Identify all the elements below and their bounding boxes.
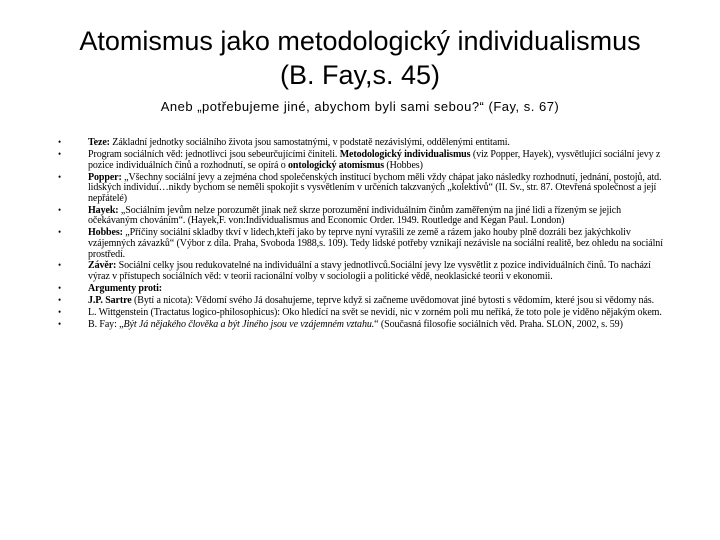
text-teze: Základní jednotky sociálního života jsou samostatnými, v podstatě nezávislými, oddělenými entitami. bbox=[109, 137, 510, 148]
quote-fay: Být Já nějakého člověka a být Jiného jsou ve vzájemném vztahu. bbox=[123, 319, 375, 331]
bullet-item-fay bbox=[58, 320, 666, 331]
term-methodological-individualism: Metodologický individualismus bbox=[339, 148, 471, 160]
label-sartre: J.P. Sartre bbox=[88, 295, 132, 307]
bullet-item-teze bbox=[58, 138, 666, 149]
bullet-icon: • bbox=[58, 307, 62, 318]
bullet-icon: • bbox=[58, 295, 62, 306]
slide-title bbox=[0, 24, 720, 92]
label-hobbes: Hobbes: bbox=[88, 227, 123, 239]
title-line-1: Atomismus jako metodologický individualismus bbox=[79, 26, 641, 56]
label-popper: Popper: bbox=[88, 171, 122, 183]
text-hayek: „Sociálním jevům nelze porozumět jinak než skrze porozumění individuálním činům zaměřeným na jiné lidi a řízeným se jejich očekávaným chováním“. (Hayek,F. von:Individualismus and Economic Order. 1949. Routledge and Kegan Paul. London) bbox=[88, 204, 622, 227]
label-zaver: Závěr: bbox=[88, 260, 117, 272]
bullet-icon: • bbox=[58, 319, 62, 330]
slide-subtitle: Aneb „potřebujeme jiné, abychom byli sami sebou?“ (Fay, s. 67) bbox=[160, 99, 560, 114]
text-zaver: Sociální celky jsou redukovatelné na individuální a stavy jednotlivců.Sociální jevy lze vysvětlit z pozice individuálních činů. To nachází výraz v přístupech sociálních věd: v teorii racionální volby v sociologii a politické vědě, neoklasické teorii v ekonomii. bbox=[88, 260, 651, 283]
text-program-2: (viz Popper, Hayek), vysvětlující sociální jevy z pozice individuálních činů a rozhodnutí, se opírá o bbox=[88, 148, 661, 171]
bullet-item-sartre bbox=[58, 296, 666, 307]
text-program-1: Program sociálních věd: jednotlivci jsou sebeurčujícími činiteli. bbox=[88, 148, 340, 160]
text-wittgenstein: L. Wittgenstein (Tractatus logico-philosophicus): Oko hledící na svět se nevidí, nic v zorném poli mu neříká, že toto pole je viděno nějakým okem. bbox=[88, 307, 662, 319]
bullet-list bbox=[58, 138, 666, 332]
bullet-icon: • bbox=[58, 148, 62, 159]
bullet-icon: • bbox=[58, 171, 62, 182]
text-hobbes: „Příčiny sociální skladby tkví v lidech,kteří jako by teprve nyní vyrašili ze země a rázem jako houby plně dozráli bez jakýchkoliv vzájemných závazků“ (Výbor z díla. Praha, Svoboda 1988,s. 109). Tedy lidské potřeby vznikají nezávisle na sociální realitě, bez ohledu na sociální prostředí. bbox=[88, 227, 663, 260]
bullet-icon: • bbox=[58, 204, 62, 215]
bullet-item-popper bbox=[58, 173, 666, 205]
bullet-icon: • bbox=[58, 227, 62, 238]
bullet-item-hobbes bbox=[58, 228, 666, 260]
bullet-icon: • bbox=[58, 260, 62, 271]
title-line-2: (B. Fay,s. 45) bbox=[279, 60, 441, 90]
text-popper: „Všechny sociální jevy a zejména chod společenských institucí bychom měli vždy chápat jako následky rozhodnutí, jednání, postojů, atd. lidských individuí…nikdy bychom se neměli spokojit s vysvětlením v určeních takzvaných „kolektivů“ (II. Sv., str. 87. Otevřená společnost a její nepřátelé) bbox=[88, 171, 662, 204]
label-teze: Teze: bbox=[88, 137, 110, 148]
bullet-icon: • bbox=[58, 283, 62, 294]
bullet-item-argumenty bbox=[58, 284, 666, 295]
text-program-3: (Hobbes) bbox=[384, 159, 423, 171]
bullet-item-program bbox=[58, 150, 666, 171]
bullet-icon: • bbox=[58, 137, 62, 147]
text-fay-2: “ (Současná filosofie sociálních věd. Praha. SLON, 2002, s. 59) bbox=[374, 319, 623, 331]
bullet-item-hayek bbox=[58, 206, 666, 227]
label-hayek: Hayek: bbox=[88, 204, 119, 216]
term-ontological-atomism: ontologický atomismus bbox=[288, 159, 384, 171]
bullet-item-wittgenstein bbox=[58, 308, 666, 319]
text-fay-1: B. Fay: „ bbox=[88, 319, 124, 331]
bullet-item-zaver bbox=[58, 261, 666, 282]
label-argumenty-proti: Argumenty proti: bbox=[88, 283, 163, 295]
text-sartre: (Bytí a nicota): Vědomí svého Já dosahujeme, teprve když si začneme uvědomovat jiné bytosti s vědomím, které jsou si vědomy nás. bbox=[131, 295, 654, 307]
